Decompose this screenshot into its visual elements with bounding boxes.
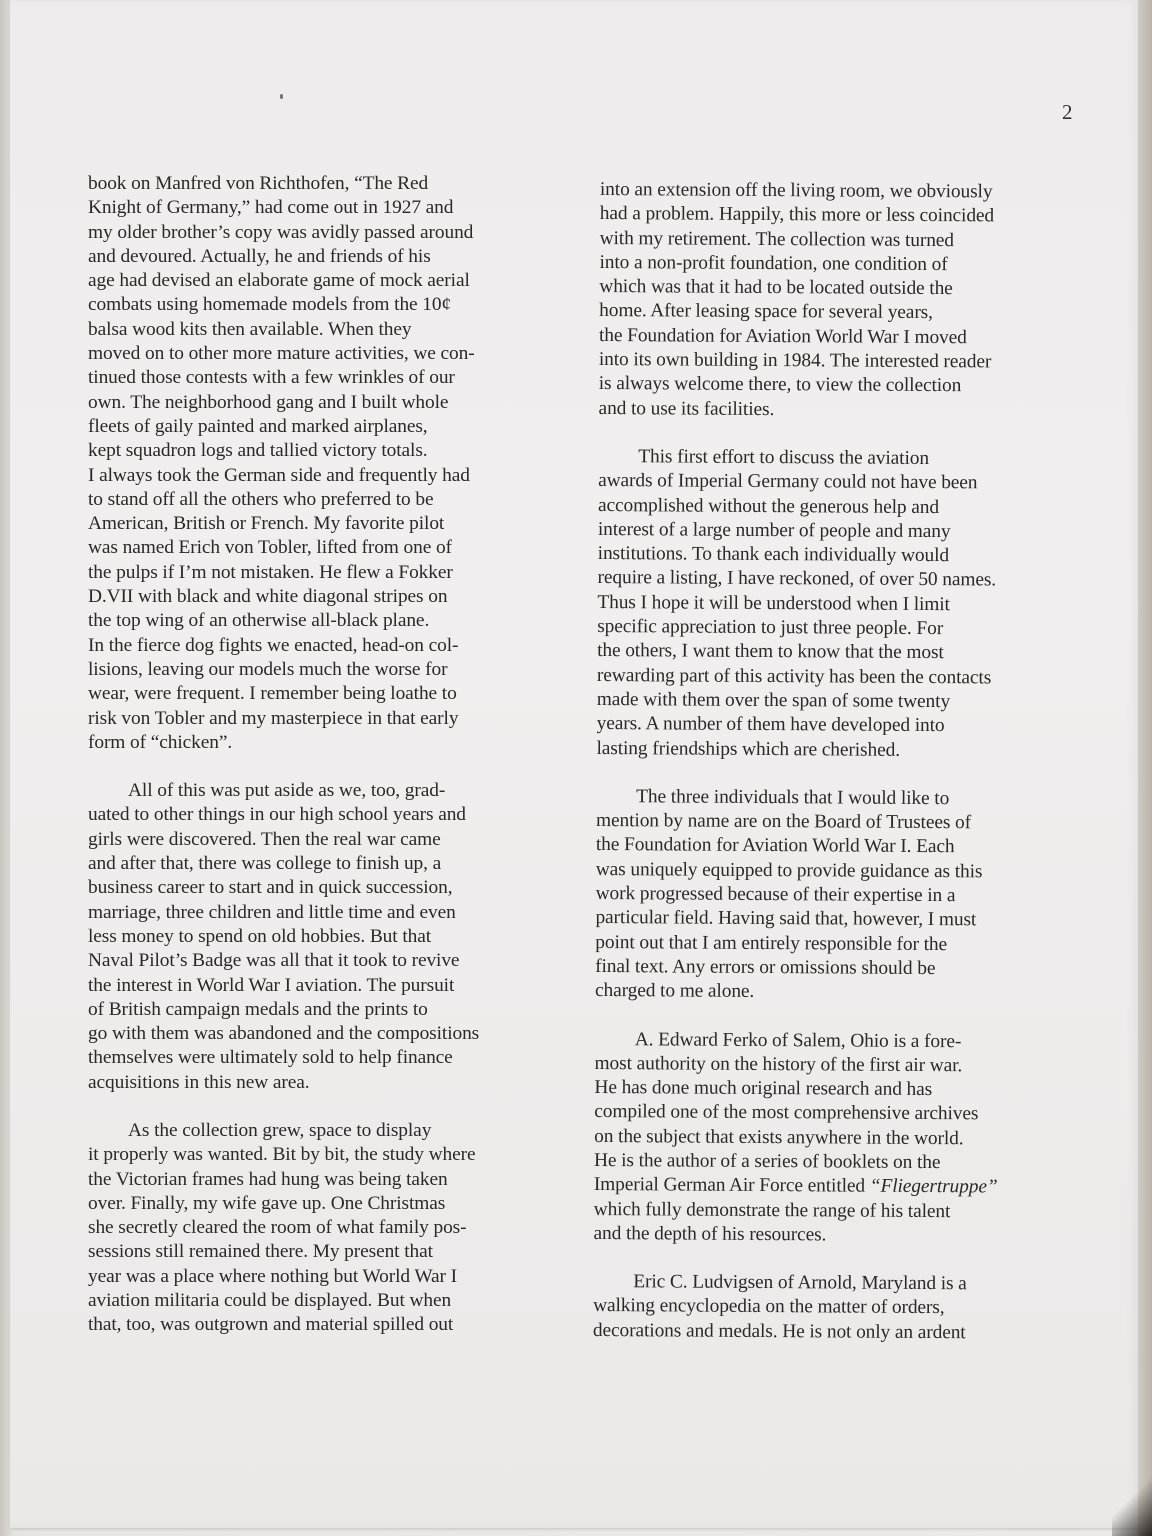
text-line: aviation militaria could be displayed. But when <box>88 1290 452 1312</box>
text-line: of British campaign medals and the prints to <box>88 998 428 1020</box>
text-line: the Victorian frames had hung was being taken <box>88 1168 448 1190</box>
text-line: interest of a large number of people and many <box>597 518 951 543</box>
text-line: risk von Tobler and my masterpiece in that early <box>88 707 459 729</box>
text-line: it properly was wanted. Bit by bit, the study where <box>88 1144 476 1166</box>
text-line: which was that it had to be located outside the <box>599 276 953 300</box>
text-line: book on Manfred von Richthofen, “The Red <box>88 173 429 194</box>
text-line: years. A number of them have developed into <box>596 713 945 737</box>
booklet-title: “Fliegertruppe” <box>869 1175 998 1198</box>
text-line: was named Erich von Tobler, lifted from one of <box>88 537 452 559</box>
text-line: work progressed because of their expertise in a <box>595 883 956 907</box>
text-line: wear, were frequent. I remember being loathe to <box>88 683 457 705</box>
text-line: This first effort to discuss the aviation <box>638 446 930 469</box>
text-line: less money to spend on old hobbies. But that <box>88 925 431 947</box>
text-line: awards of Imperial Germany could not have been <box>598 470 978 494</box>
text-line: Imperial German Air Force entitled “Fliegertruppe” <box>593 1174 998 1198</box>
paragraph <box>596 445 1068 764</box>
text-line: specific appreciation to just three people. For <box>597 616 944 640</box>
text-line: the interest in World War I aviation. The pursuit <box>88 974 455 996</box>
text-line: tinued those contests with a few wrinkles of our <box>88 367 455 389</box>
text-line: age had devised an elaborate game of mock aerial <box>88 270 470 292</box>
text-line: the pulps if I’m not mistaken. He flew a Fokker <box>88 561 453 583</box>
text-line: marriage, three children and little time and even <box>88 901 456 923</box>
text-line: The three individuals that I would like to <box>636 786 950 809</box>
text-line: into a non-profit foundation, one condition of <box>599 251 948 276</box>
text-line: acquisitions in this new area. <box>88 1071 310 1093</box>
text-line: combats using homemade models from the 10¢ <box>88 294 452 316</box>
paragraph <box>88 779 558 1095</box>
text-line: and devoured. Actually, he and friends of his <box>88 245 431 267</box>
text-line: require a listing, I have reckoned, of over 50 names. <box>597 567 997 591</box>
text-line: uated to other things in our high school years and <box>88 804 466 826</box>
text-line: which fully demonstrate the range of his talent <box>593 1198 951 1222</box>
text-line: final text. Any errors or omissions should be <box>595 955 936 979</box>
page-edge <box>1138 0 1152 1536</box>
text-line: the others, I want them to know that the most <box>597 640 944 664</box>
text-line: and after that, there was college to finish up, a <box>88 853 442 875</box>
text-line: Naval Pilot’s Badge was all that it took to revive <box>88 950 460 972</box>
text-line: I always took the German side and frequently had <box>88 464 470 486</box>
text-line: into its own building in 1984. The interested reader <box>598 349 992 373</box>
text-line: the Foundation for Aviation World War I. Each <box>595 834 955 858</box>
paragraph <box>599 178 1070 424</box>
text-line: go with them was abandoned and the compositions <box>88 1023 480 1045</box>
paragraph <box>88 1119 558 1338</box>
text-line: form of “chicken”. <box>88 731 233 753</box>
text-line: is always welcome there, to view the collection <box>598 373 962 397</box>
text-line: fleets of gaily painted and marked airplanes, <box>88 415 428 437</box>
text-line: He has done much original research and has <box>594 1077 933 1101</box>
paragraph <box>593 1027 1064 1249</box>
text-line: over. Finally, my wife gave up. One Christmas <box>88 1192 446 1214</box>
text-line: particular field. Having said that, however, I must <box>595 907 977 931</box>
text-line: kept squadron logs and tallied victory totals. <box>88 440 428 462</box>
paragraph <box>88 172 558 755</box>
page-corner-shadow <box>1112 1476 1152 1536</box>
text-line: the Foundation for Aviation World War I moved <box>598 324 967 349</box>
text-line: she secretly cleared the room of what family pos- <box>88 1217 467 1239</box>
text-line: to stand off all the others who preferred to be <box>88 488 434 510</box>
text-line: rewarding part of this activity has been the contacts <box>596 664 992 689</box>
text-line: Eric C. Ludvigsen of Arnold, Maryland is a <box>633 1271 967 1295</box>
text-line: and the depth of his resources. <box>593 1222 827 1246</box>
text-line: home. After leasing space for several years, <box>599 300 933 324</box>
text-line: lasting friendships which are cherished. <box>596 737 901 761</box>
text-line: was uniquely equipped to provide guidance as this <box>595 858 983 883</box>
text-line: In the fierce dog fights we enacted, head-on col- <box>88 634 459 656</box>
text-line: D.VII with black and white diagonal stripes on <box>88 586 448 608</box>
text-line: business career to start and in quick succession, <box>88 877 453 899</box>
text-line: point out that I am entirely responsible for the <box>595 931 948 955</box>
text-line: American, British or French. My favorite pilot <box>88 513 445 535</box>
right-text-column <box>593 178 1070 1370</box>
text-line: accomplished without the generous help and <box>597 494 940 518</box>
text-line: made with them over the span of some twenty <box>596 688 951 713</box>
text-line: institutions. To thank each individually would <box>597 543 950 567</box>
text-line: and to use its facilities. <box>598 397 775 420</box>
text-line: my older brother’s copy was avidly passed around <box>88 221 474 243</box>
text-line: Knight of Germany,” had come out in 1927 and <box>88 197 454 219</box>
text-line: girls were discovered. Then the real war came <box>88 828 441 850</box>
text-line: into an extension off the living room, we obviously <box>599 178 993 203</box>
text-line: had a problem. Happily, this more or less coincided <box>599 203 995 227</box>
text-line: charged to me alone. <box>594 980 755 1003</box>
text-line: balsa wood kits then available. When they <box>88 318 412 340</box>
text-line: year was a place where nothing but World War I <box>88 1265 458 1287</box>
text-line: A. Edward Ferko of Salem, Ohio is a fore- <box>634 1028 962 1052</box>
text-line: on the subject that exists anywhere in the world. <box>594 1125 964 1149</box>
text-line: themselves were ultimately sold to help finance <box>88 1047 453 1069</box>
text-line: the top wing of an otherwise all-black plane. <box>88 610 430 632</box>
text-line: mention by name are on the Board of Trustees of <box>596 810 972 834</box>
text-line: lisions, leaving our models much the worse for <box>88 658 448 680</box>
text-line: moved on to other more mature activities, we con- <box>88 343 475 365</box>
left-text-column <box>88 172 558 1362</box>
text-line: He is the author of a series of booklets on the <box>593 1149 941 1174</box>
paragraph <box>593 1270 1063 1346</box>
text-line: own. The neighborhood gang and I built whole <box>88 391 449 413</box>
text-line: sessions still remained there. My present that <box>88 1241 433 1263</box>
text-line: As the collection grew, space to display <box>128 1119 432 1141</box>
text-line: All of this was put aside as we, too, grad- <box>128 780 446 802</box>
page-number: 2 <box>1062 100 1073 124</box>
text-line: Thus I hope it will be understood when I limit <box>597 591 950 615</box>
paragraph <box>595 785 1066 1007</box>
text-line: with my retirement. The collection was turned <box>599 227 955 251</box>
text-line: compiled one of the most comprehensive archives <box>594 1101 979 1125</box>
text-line: decorations and medals. He is not only an ardent <box>592 1319 966 1344</box>
print-speck <box>280 94 283 99</box>
text-line: walking encyclopedia on the matter of orders, <box>593 1295 945 1319</box>
text-line: that, too, was outgrown and material spilled out <box>88 1314 454 1336</box>
text-line: most authority on the history of the first air war. <box>594 1052 963 1077</box>
